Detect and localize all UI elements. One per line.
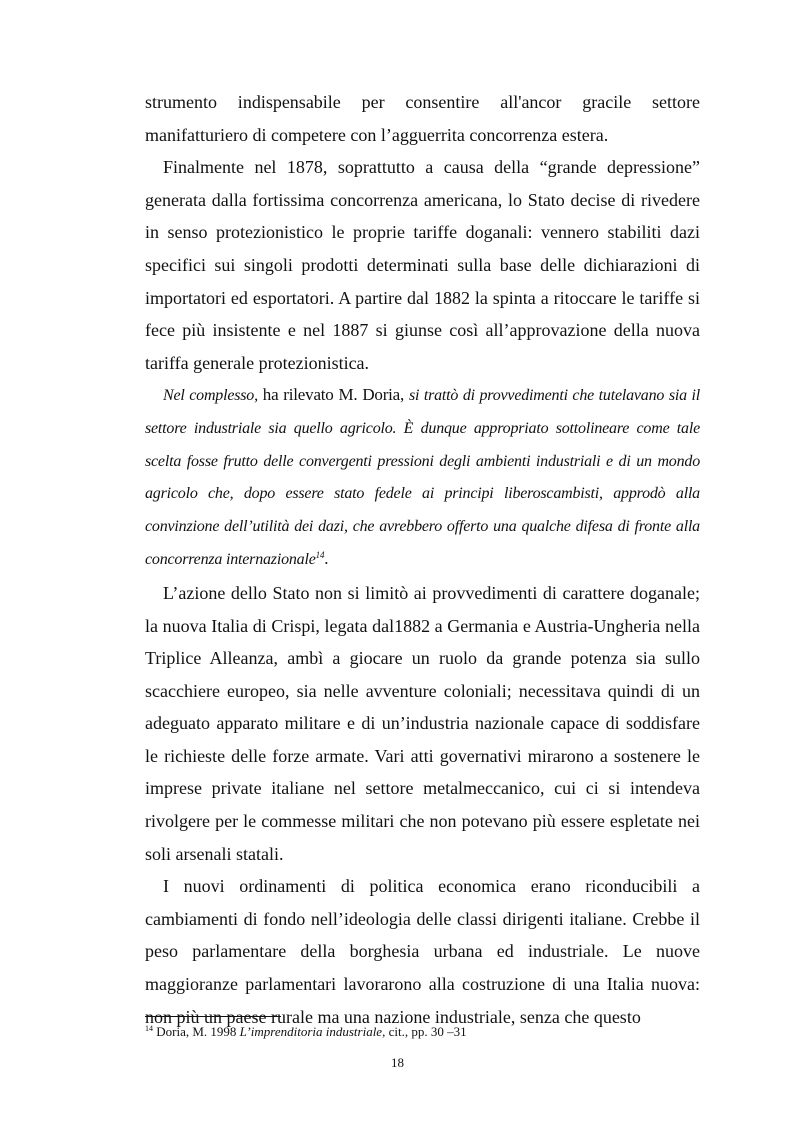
quote-attribution: ha rilevato M. Doria, (257, 385, 409, 405)
footnote-number: 14 (145, 1024, 153, 1033)
paragraph-1: strumento indispensabile per consentire all'ancor gracile settore manifatturiero di competere con l’agguerrita concorrenza estera. (145, 92, 700, 145)
footnote-reference[interactable]: 14 (315, 550, 325, 561)
paragraph-5: I nuovi ordinamenti di politica economica erano riconducibili a cambiamenti di fondo nell’ideologia delle classi dirigenti italiane. Crebbe il peso parlamentare della borghesia urbana ed industriale. Le nuove maggioranze parlamentari lavorarono alla costruzione di una Italia nuova: non più un paese rurale ma una nazione industriale, senza che questo (145, 876, 700, 1027)
footnote-author: Doria, M. 1998 (153, 1024, 240, 1039)
footnote-citation: , cit., pp. 30 –31 (382, 1024, 467, 1039)
body-text (145, 86, 700, 1033)
footnote (145, 1024, 700, 1040)
quoted-text: si trattò di provvedimenti che tutelavano sia il settore industriale sia quello agricolo. È dunque appropriato sottolineare come tale scelta fosse frutto delle convergenti pressioni degli ambienti industriali e di un mondo agricolo che, dopo essere stato fedele ai principi liberoscambisti, approdò alla convinzione dell’utilità dei dazi, che avrebbero offerto una qualche difesa di fronte alla concorrenza internazionale (145, 387, 700, 569)
quote-end: . (324, 549, 329, 569)
paragraph-4: L’azione dello Stato non si limitò ai provvedimenti di carattere doganale; la nuova Italia di Crispi, legata dal1882 a Germania e Austria-Ungheria nella Triplice Alleanza, ambì a giocare un ruolo da grande potenza sia sullo scacchiere europeo, sia nelle avventure coloniali; necessitava quindi di un adeguato apparato militare e di un’industria nazionale capace di soddisfare le richieste delle forze armate. Vari atti governativi mirarono a sostenere le imprese private italiane nel settore metalmeccanico, cui ci si intendeva rivolgere per le commesse militari che non potevano più essere espletate nei soli arsenali statali. (145, 582, 700, 864)
footnote-title: L’imprenditoria industriale (239, 1024, 383, 1039)
quote-lead: Nel complesso, (163, 387, 258, 405)
paragraph-2: Finalmente nel 1878, soprattutto a causa della “grande depressione” generata dalla fortissima concorrenza americana, lo Stato decise di rivedere in senso protezionistico le proprie tariffe doganali: vennero stabiliti dazi specifici sui singoli prodotti determinati sulla base delle dichiarazioni di importatori ed esportatori. A partire dal 1882 la spinta a ritoccare le tariffe si fece più insistente e nel 1887 si giunse così all’approvazione della nuova tariffa generale protezionistica. (145, 157, 700, 373)
paragraph-3-quote (145, 379, 700, 577)
page-number: 18 (391, 1055, 404, 1070)
footnote-divider (145, 1016, 281, 1017)
